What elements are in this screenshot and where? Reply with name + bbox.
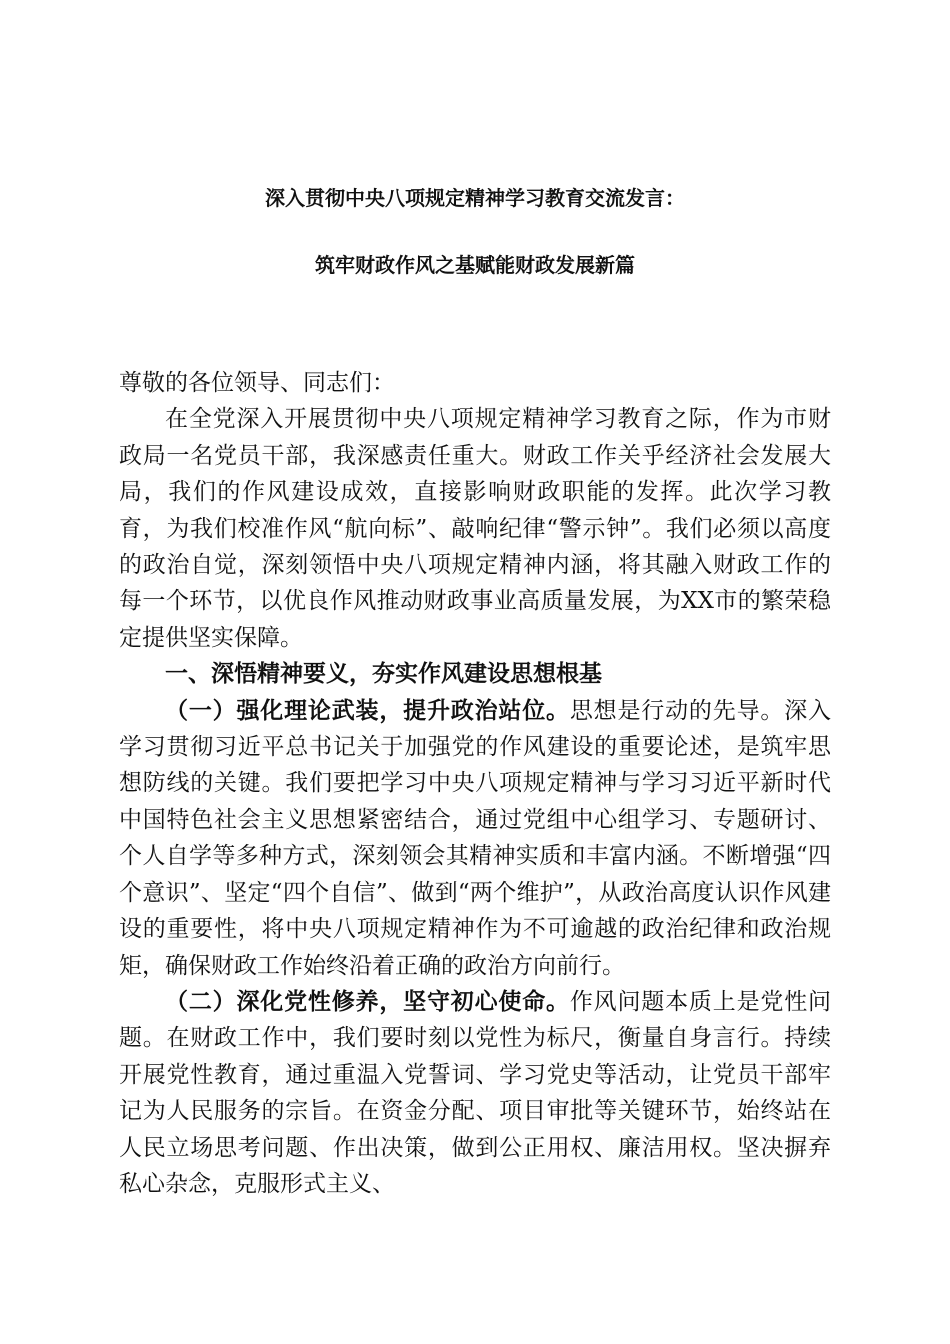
document-body <box>119 365 831 1202</box>
paragraph-2-lead: （二）深化党性修养，坚守初心使命。 <box>165 987 570 1015</box>
paragraph-2-text: 作风问题本质上是党性问题。在财政工作中，我们要时刻以党性为标尺，衡量自身言行。持续开展党性教育，通过重温入党誓词、学习党史等活动，让党员干部牢记为人民服务的宗旨。在资金分配、项目审批等关键环节，始终站在人民立场思考问题、作出决策，做到公正用权、廉洁用权。坚决摒弃私心杂念，克服形式主义、 <box>119 988 832 1197</box>
salutation: 尊敬的各位领导、同志们： <box>119 370 395 396</box>
paragraph-1-lead: （一）强化理论武装，提升政治站位。 <box>165 696 570 724</box>
section-1-heading: 一、深悟精神要义，夯实作风建设思想根基 <box>165 661 602 688</box>
document-title-line-1: 深入贯彻中央八项规定精神学习教育交流发言： <box>265 186 685 210</box>
intro-paragraph: 在全党深入开展贯彻中央八项规定精神学习教育之际，作为市财政局一名党员干部，我深感责任重大。财政工作关乎经济社会发展大局，我们的作风建设成效，直接影响财政职能的发挥。此次学习教育，为我们校准作风“航向标”、敲响纪律“警示钟”。我们必须以高度的政治自觉，深刻领悟中央八项规定精神内涵，将其融入财政工作的每一个环节，以优良作风推动财政事业高质量发展，为XX市的繁荣稳定提供坚实保障。 <box>119 406 831 651</box>
paragraph-1 <box>119 693 831 984</box>
paragraph-1-text: 思想是行动的先导。深入学习贯彻习近平总书记关于加强党的作风建设的重要论述，是筑牢思想防线的关键。我们要把学习中央八项规定精神与学习习近平新时代中国特色社会主义思想紧密结合，通过党组中心组学习、专题研讨、个人自学等多种方式，深刻领会其精神实质和丰富内涵。不断增强“四个意识”、坚定“四个自信”、做到“两个维护”，从政治高度认识作风建设的重要性，将中央八项规定精神作为不可逾越的政治纪律和政治规矩，确保财政工作始终沿着正确的政治方向前行。 <box>119 697 832 979</box>
document-title-line-2: 筑牢财政作风之基赋能财政发展新篇 <box>315 253 635 277</box>
paragraph-2 <box>119 984 831 1202</box>
